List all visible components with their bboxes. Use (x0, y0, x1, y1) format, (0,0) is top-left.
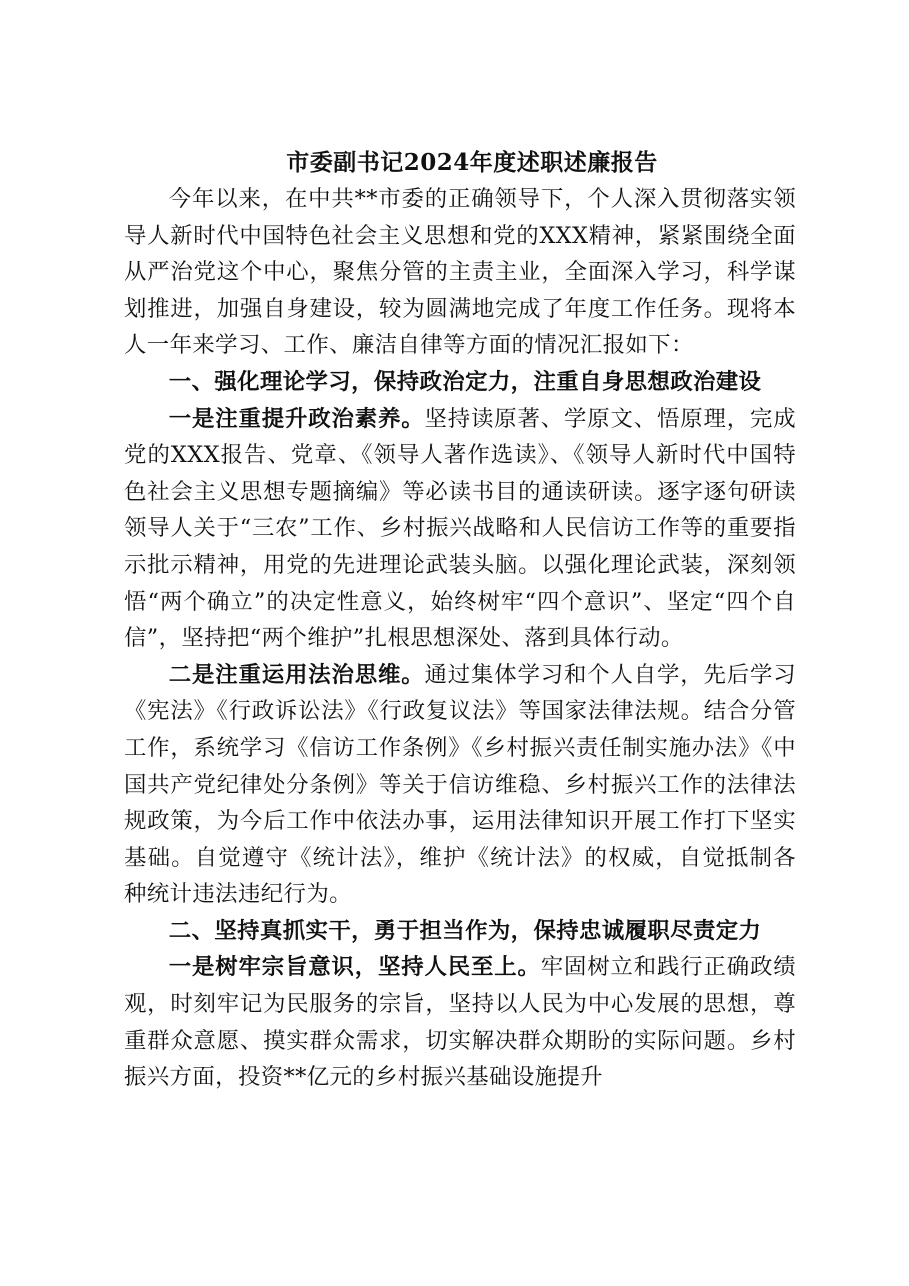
intro-paragraph: 今年以来，在中共**市委的正确领导下，个人深入贯彻落实领导人新时代中国特色社会主义思想和党的XXX精神，紧紧围绕全面从严治党这个中心，聚焦分管的主责主业，全面深入学习，科学谋划推进，加强自身建设，较为圆满地完成了年度工作任务。现将本人一年来学习、工作、廉洁自律等方面的情况汇报如下： (124, 186, 796, 359)
section-1-paragraph-1-lead: 一是注重提升政治素养。 (168, 405, 425, 432)
section-1-paragraph-1 (124, 401, 796, 657)
document-body (124, 145, 796, 1096)
section-2-paragraph-1 (124, 949, 796, 1095)
section-1-paragraph-1-body: 坚持读原著、学原文、悟原理，完成党的XXX报告、党章、《领导人著作选读》、《领导人新时代中国特色社会主义思想专题摘编》等必读书目的通读研读。逐字逐句研读领导人关于“三农”工作、乡村振兴战略和人民信访工作等的重要指示批示精神，用党的先进理论武装头脑。以强化理论武装，深刻领悟“两个确立”的决定性意义，始终树牢“四个意识”、坚定“四个自信”，坚持把“两个维护”扎根思想深处、落到具体行动。 (124, 405, 796, 652)
section-1-paragraph-2 (124, 657, 796, 913)
section-1-paragraph-2-body: 通过集体学习和个人自学，先后学习《宪法》《行政诉讼法》《行政复议法》等国家法律法规。结合分管工作，系统学习《信访工作条例》《乡村振兴责任制实施办法》《中国共产党纪律处分条例》等关于信访维稳、乡村振兴工作的法律法规政策，为今后工作中依法办事，运用法律知识开展工作打下坚实基础。自觉遵守《统计法》，维护《统计法》的权威，自觉抵制各种统计违法违纪行为。 (124, 661, 796, 908)
section-1-heading: 一、强化理论学习，保持政治定力，注重自身思想政治建设 (168, 368, 762, 395)
section-1-paragraph-2-lead: 二是注重运用法治思维。 (168, 661, 425, 688)
document-title: 市委副书记2024年度述职述廉报告 (286, 149, 658, 176)
section-2-heading: 二、坚持真抓实干，勇于担当作为，保持忠诚履职尽责定力 (168, 917, 762, 944)
section-2-paragraph-1-lead: 一是树牢宗旨意识，坚持人民至上。 (168, 954, 541, 981)
section-2-paragraph-1-body: 牢固树立和践行正确政绩观，时刻牢记为民服务的宗旨，坚持以人民为中心发展的思想，尊重群众意愿、摸实群众需求，切实解决群众期盼的实际问题。乡村振兴方面，投资**亿元的乡村振兴基础设施提升 (124, 954, 797, 1091)
